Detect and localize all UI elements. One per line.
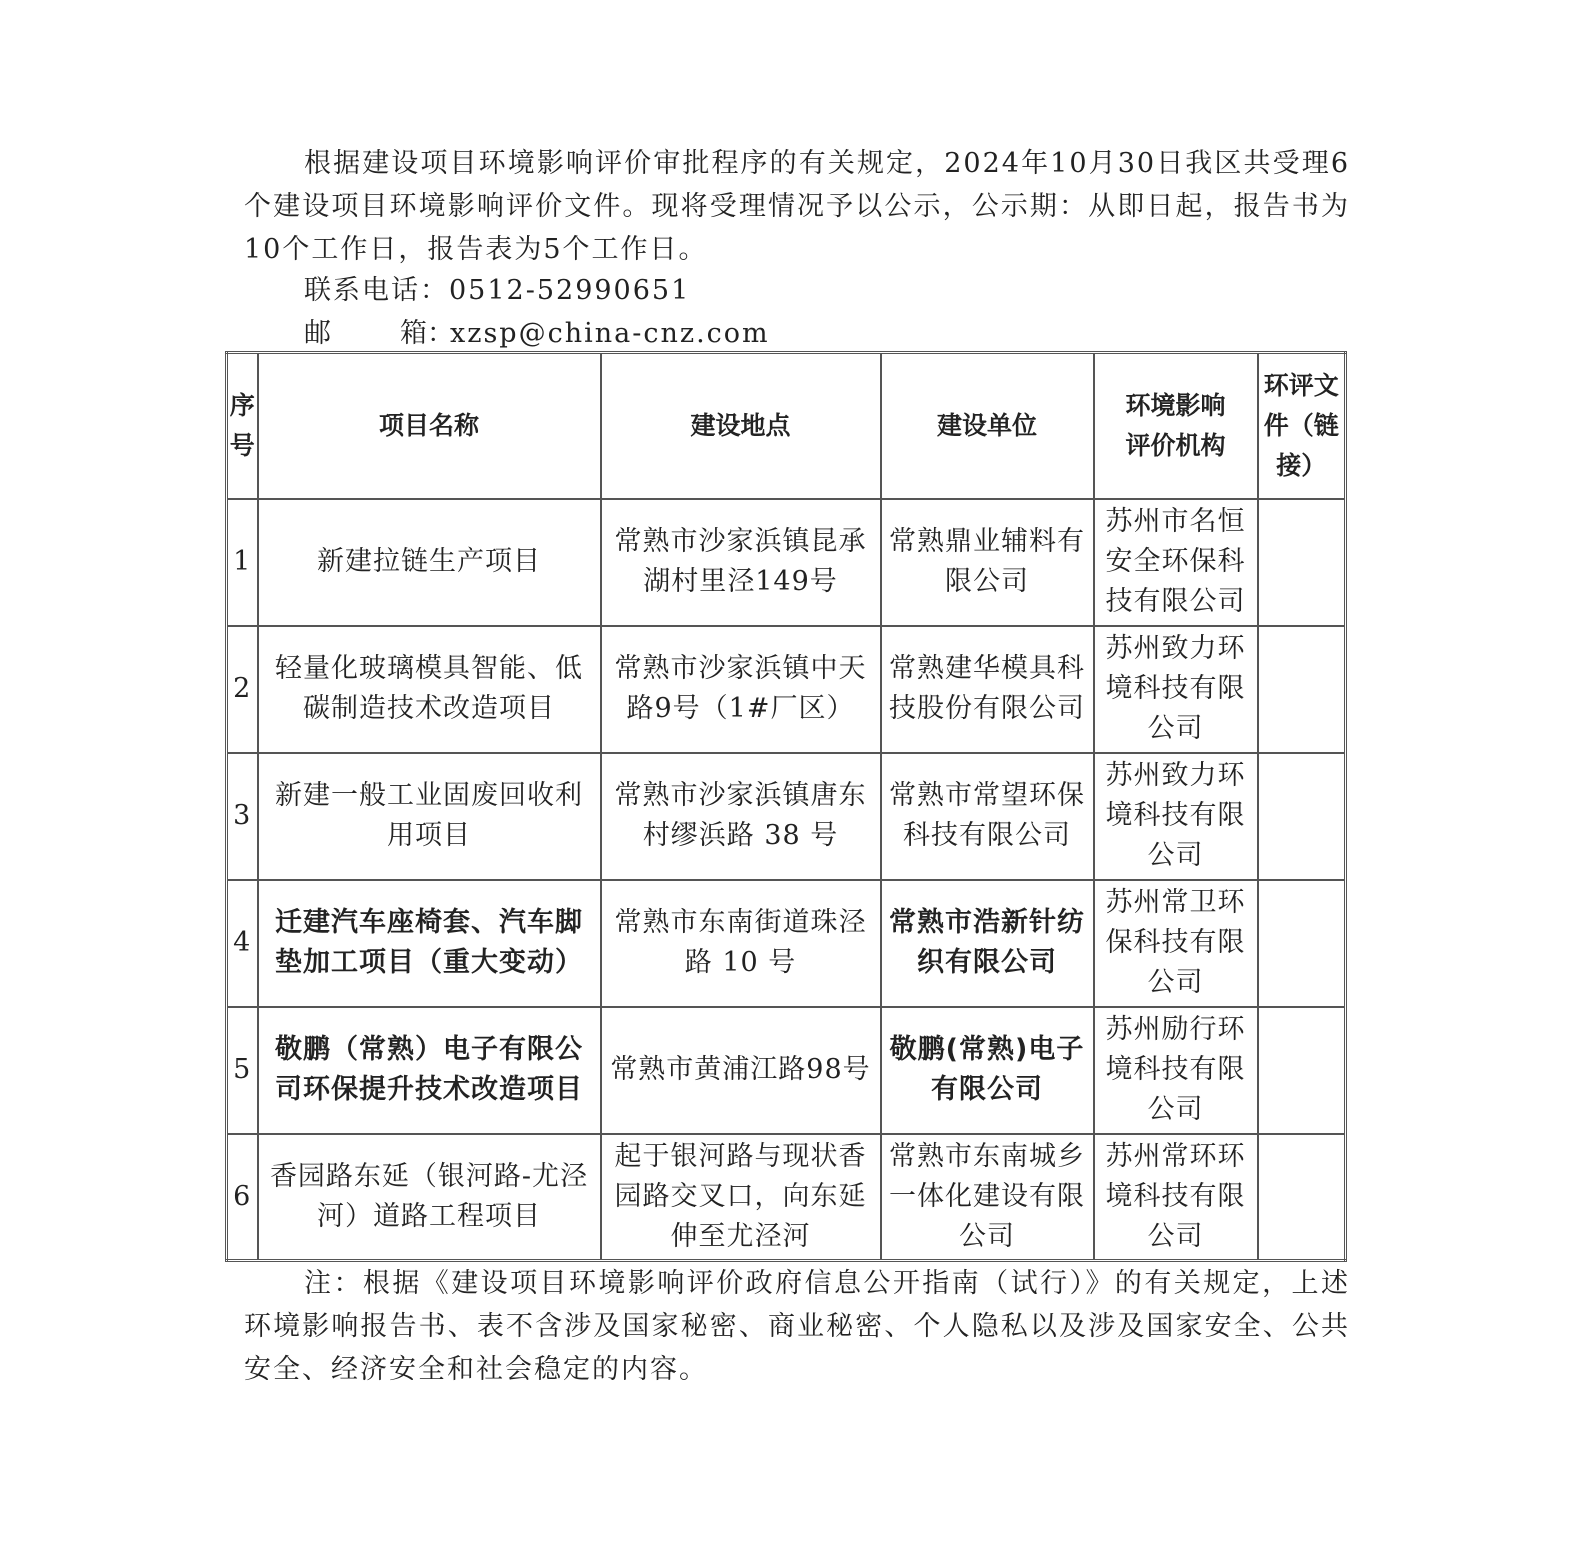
contact-phone: 联系电话：0512-52990651 — [304, 275, 691, 306]
row-link[interactable] — [1258, 626, 1346, 753]
row-project-name: 敬鹏（常熟）电子有限公司环保提升技术改造项目 — [258, 1007, 601, 1134]
row-unit: 常熟建华模具科技股份有限公司 — [881, 626, 1094, 753]
row-project-name: 香园路东延（银河路-尤泾河）道路工程项目 — [258, 1134, 601, 1261]
row-no: 3 — [227, 753, 258, 880]
row-unit: 常熟市东南城乡一体化建设有限公司 — [881, 1134, 1094, 1261]
note-paragraph: 注：根据《建设项目环境影响评价政府信息公开指南（试行）》的有关规定，上述环境影响报告书、表不含涉及国家秘密、商业秘密、个人隐私以及涉及国家安全、公共安全、经济安全和社会稳定的内容。 — [244, 1268, 1350, 1385]
row-no: 6 — [227, 1134, 258, 1261]
project-table — [225, 351, 1347, 1262]
row-link[interactable] — [1258, 1007, 1346, 1134]
email-label — [304, 311, 454, 350]
table-header-row — [227, 353, 1346, 499]
row-unit: 常熟鼎业辅料有限公司 — [881, 499, 1094, 626]
row-location: 起于银河路与现状香园路交叉口，向东延伸至尤泾河 — [601, 1134, 881, 1261]
row-agency: 苏州常卫环保科技有限公司 — [1094, 880, 1258, 1007]
table-row — [227, 1134, 1346, 1261]
table-row — [227, 499, 1346, 626]
row-no: 1 — [227, 499, 258, 626]
row-unit: 敬鹏(常熟)电子有限公司 — [881, 1007, 1094, 1134]
email-label-char1: 邮 — [304, 318, 331, 349]
table-row — [227, 753, 1346, 880]
header-agency: 环境影响评价机构 — [1094, 353, 1258, 499]
email-value: xzsp@china-cnz.com — [450, 318, 770, 349]
row-agency: 苏州致力环境科技有限公司 — [1094, 626, 1258, 753]
row-project-name: 新建一般工业固废回收利用项目 — [258, 753, 601, 880]
row-location: 常熟市沙家浜镇中天路9号（1#厂区） — [601, 626, 881, 753]
row-project-name: 轻量化玻璃模具智能、低碳制造技术改造项目 — [258, 626, 601, 753]
row-unit: 常熟市浩新针纺织有限公司 — [881, 880, 1094, 1007]
row-link[interactable] — [1258, 1134, 1346, 1261]
row-agency: 苏州励行环境科技有限公司 — [1094, 1007, 1258, 1134]
table-row — [227, 880, 1346, 1007]
row-location: 常熟市沙家浜镇昆承湖村里泾149号 — [601, 499, 881, 626]
header-link: 环评文件（链接） — [1258, 353, 1346, 499]
row-no: 4 — [227, 880, 258, 1007]
contact-email — [304, 311, 770, 350]
row-link[interactable] — [1258, 753, 1346, 880]
row-agency: 苏州常环环境科技有限公司 — [1094, 1134, 1258, 1261]
row-project-name: 新建拉链生产项目 — [258, 499, 601, 626]
row-location: 常熟市黄浦江路98号 — [601, 1007, 881, 1134]
row-agency: 苏州市名恒安全环保科技有限公司 — [1094, 499, 1258, 626]
row-no: 2 — [227, 626, 258, 753]
header-project-name: 项目名称 — [258, 353, 601, 499]
header-unit: 建设单位 — [881, 353, 1094, 499]
row-project-name: 迁建汽车座椅套、汽车脚垫加工项目（重大变动） — [258, 880, 601, 1007]
row-link[interactable] — [1258, 880, 1346, 1007]
row-agency: 苏州致力环境科技有限公司 — [1094, 753, 1258, 880]
row-unit: 常熟市常望环保科技有限公司 — [881, 753, 1094, 880]
table-row — [227, 1007, 1346, 1134]
header-location: 建设地点 — [601, 353, 881, 499]
header-no: 序号 — [227, 353, 258, 499]
row-location: 常熟市东南街道珠泾路 10 号 — [601, 880, 881, 1007]
intro-paragraph: 根据建设项目环境影响评价审批程序的有关规定，2024年10月30日我区共受理6个建设项目环境影响评价文件。现将受理情况予以公示，公示期：从即日起，报告书为10个工作日，报告表为5个工作日。 — [244, 148, 1350, 265]
table-row — [227, 626, 1346, 753]
row-location: 常熟市沙家浜镇唐东村缪浜路 38 号 — [601, 753, 881, 880]
email-label-char2: 箱： — [400, 318, 454, 349]
row-link[interactable] — [1258, 499, 1346, 626]
row-no: 5 — [227, 1007, 258, 1134]
